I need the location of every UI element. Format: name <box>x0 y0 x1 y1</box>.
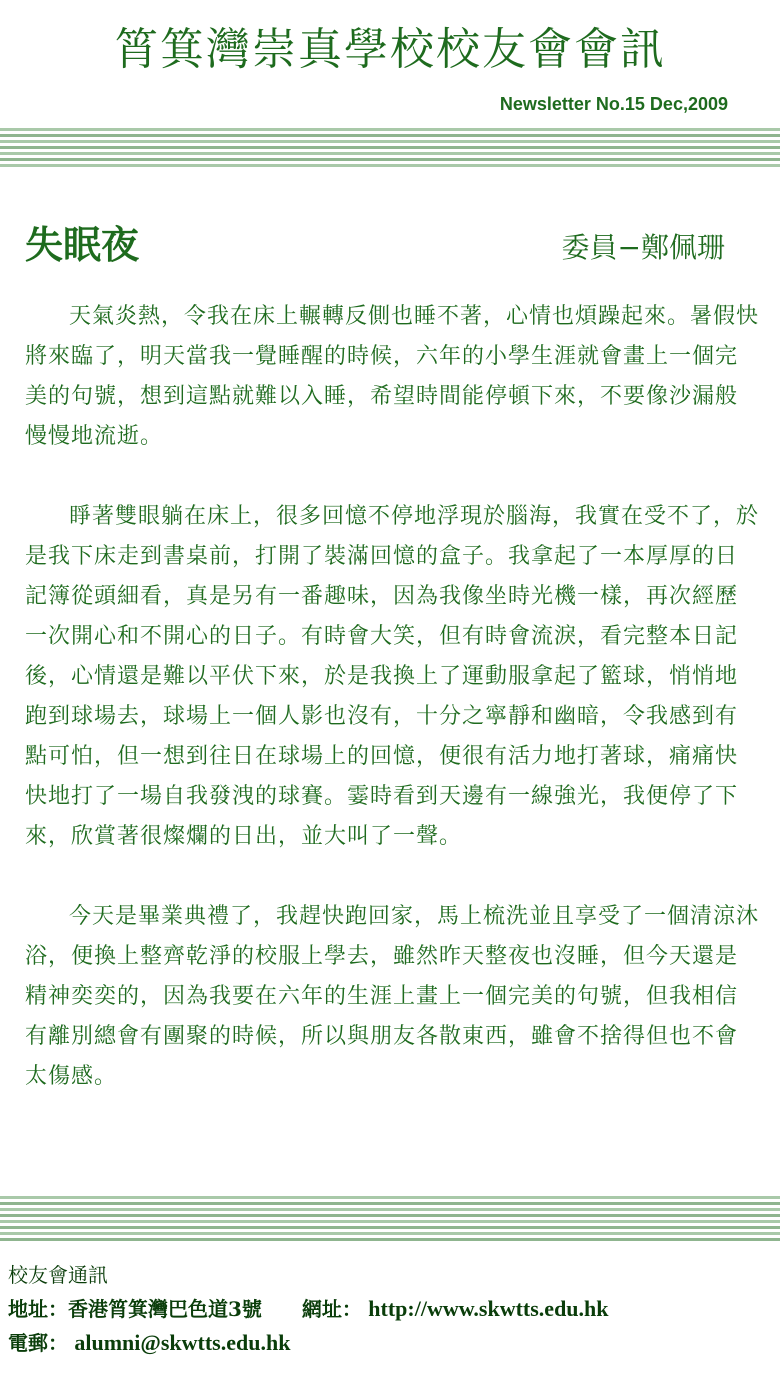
article-title: 失眠夜 <box>25 222 140 267</box>
footer-divider <box>0 1196 780 1244</box>
address-label: 地址： <box>8 1297 68 1321</box>
website-link[interactable]: http://www.skwtts.edu.hk <box>368 1296 609 1321</box>
website-label: 網址： <box>301 1297 362 1321</box>
article-body <box>25 297 760 1137</box>
article-author: 委員−鄭佩珊 <box>561 231 725 264</box>
paragraph: 睜著雙眼躺在床上，很多回憶不停地浮現於腦海，我實在受不了，於是我下床走到書桌前，打開了裝滿回憶的盒子。我拿起了一本厚厚的日記簿從頭細看，真是另有一番趣味，因為我像坐時光機一樣，再次經歷一次開心和不開心的日子。有時會大笑，但有時會流淚，看完整本日記後，心情還是難以平伏下來，於是我換上了運動服拿起了籃球，悄悄地跑到球場去，球場上一個人影也沒有，十分之寧靜和幽暗，令我感到有點可怕，但一想到往日在球場上的回憶，便很有活力地打著球，痛痛快快地打了一場自我發洩的球賽。霎時看到天邊有一線強光，我便停了下來，欣賞著很燦爛的日出，並大叫了一聲。 <box>25 504 760 849</box>
footer-contact <box>8 1258 768 1360</box>
address-value: 香港筲箕灣巴色道3號 <box>68 1297 262 1321</box>
issue-number: Newsletter No.15 Dec,2009 <box>499 94 728 114</box>
email-link[interactable]: alumni@skwtts.edu.hk <box>74 1330 291 1355</box>
email-label: 電郵： <box>8 1331 68 1355</box>
header-divider <box>0 128 780 170</box>
paragraph: 天氣炎熱，令我在床上輾轉反側也睡不著，心情也煩躁起來。暑假快將來臨了，明天當我一覺睡醒的時候，六年的小學生涯就會畫上一個完美的句號，想到這點就難以入睡，希望時間能停頓下來，不要像沙漏般慢慢地流逝。 <box>25 304 760 449</box>
footer-heading: 校友會通訊 <box>8 1263 108 1287</box>
paragraph: 今天是畢業典禮了，我趕快跑回家，馬上梳洗並且享受了一個清涼沐浴，便換上整齊乾淨的校服上學去，雖然昨天整夜也沒睡，但今天還是精神奕奕的，因為我要在六年的生涯上畫上一個完美的句號，但我相信有離別總會有團聚的時候，所以與朋友各散東西，雖會不捨得但也不會太傷感。 <box>25 904 760 1089</box>
newsletter-title: 筲箕灣崇真學校校友會會訊 <box>114 24 666 75</box>
